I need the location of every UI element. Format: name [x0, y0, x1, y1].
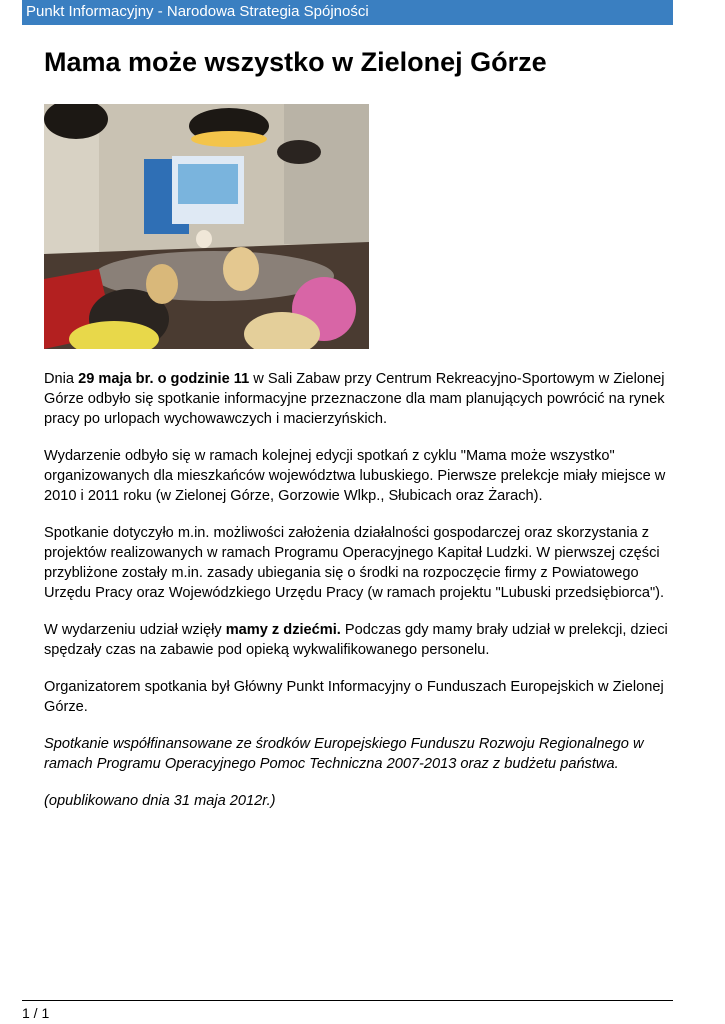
paragraph-text: Spotkanie dotyczyło m.in. możliwości założenia działalności gospodarczej oraz skorzystania z projektów realizowanych w ramach Programu Operacyjnego Kapitał Ludzki. W pierwszej części przybliżone zostały m.in. zasady ubiegania się o środki na rozpoczęcie firmy z Powiatowego Urzędu Pracy oraz Wojewódzkiego Urzędu Pracy (w ramach projektu "Lubuski przedsiębiorca"). [44, 525, 665, 601]
paragraph-text: (opublikowano dnia 31 maja 2012r.) [44, 793, 276, 809]
conference-photo-icon [44, 104, 369, 349]
page-number: 1 / 1 [22, 1005, 50, 1021]
article-title: Mama może wszystko w Zielonej Górze [44, 47, 547, 77]
article-paragraph [44, 446, 680, 506]
article-paragraph [44, 791, 680, 811]
article-paragraph [44, 369, 680, 429]
paragraph-text: Dnia [44, 371, 79, 387]
article-paragraph [44, 734, 680, 774]
paragraph-text: W wydarzeniu udział wzięły [44, 622, 226, 638]
site-title: Punkt Informacyjny - Narodowa Strategia Spójności [26, 3, 369, 20]
bold-text: mamy z dziećmi. [225, 622, 341, 638]
article-paragraph [44, 677, 680, 717]
paragraph-text: w Sali Zabaw przy Centrum Rekreacyjno-Sportowym w Zielonej Górze odbyło się spotkanie informacyjne przeznaczone dla mam planujących powrócić na rynek pracy po urlopach wychowawczych i macierzyńskich. [44, 371, 665, 427]
article-paragraph [44, 523, 680, 603]
paragraph-text: Spotkanie współfinansowane ze środków Europejskiego Funduszu Rozwoju Regionalnego w ramach Programu Operacyjnego Pomoc Techniczna 2007-2013 oraz z budżetu państwa. [44, 736, 644, 772]
article-paragraph [44, 620, 680, 660]
paragraph-text: Wydarzenie odbyło się w ramach kolejnej edycji spotkań z cyklu "Mama może wszystko" organizowanych dla mieszkańców województwa lubuskiego. Pierwsze prelekcje miały miejsce w 2010 i 2011 roku (w Zielonej Górze, Gorzowie Wlkp., Słubicach oraz Żarach). [44, 448, 666, 504]
conference-photo [44, 104, 369, 349]
footer-divider [22, 1000, 673, 1001]
paragraph-text: Organizatorem spotkania był Główny Punkt Informacyjny o Funduszach Europejskich w Zielonej Górze. [44, 679, 664, 715]
article-body [44, 369, 680, 828]
paragraph-text: Podczas gdy mamy brały udział w prelekcji, dzieci spędzały czas na zabawie pod opieką wykwalifikowanego personelu. [44, 622, 668, 658]
bold-text: 29 maja br. o godzinie 11 [78, 371, 250, 387]
site-header-bar [22, 0, 673, 25]
